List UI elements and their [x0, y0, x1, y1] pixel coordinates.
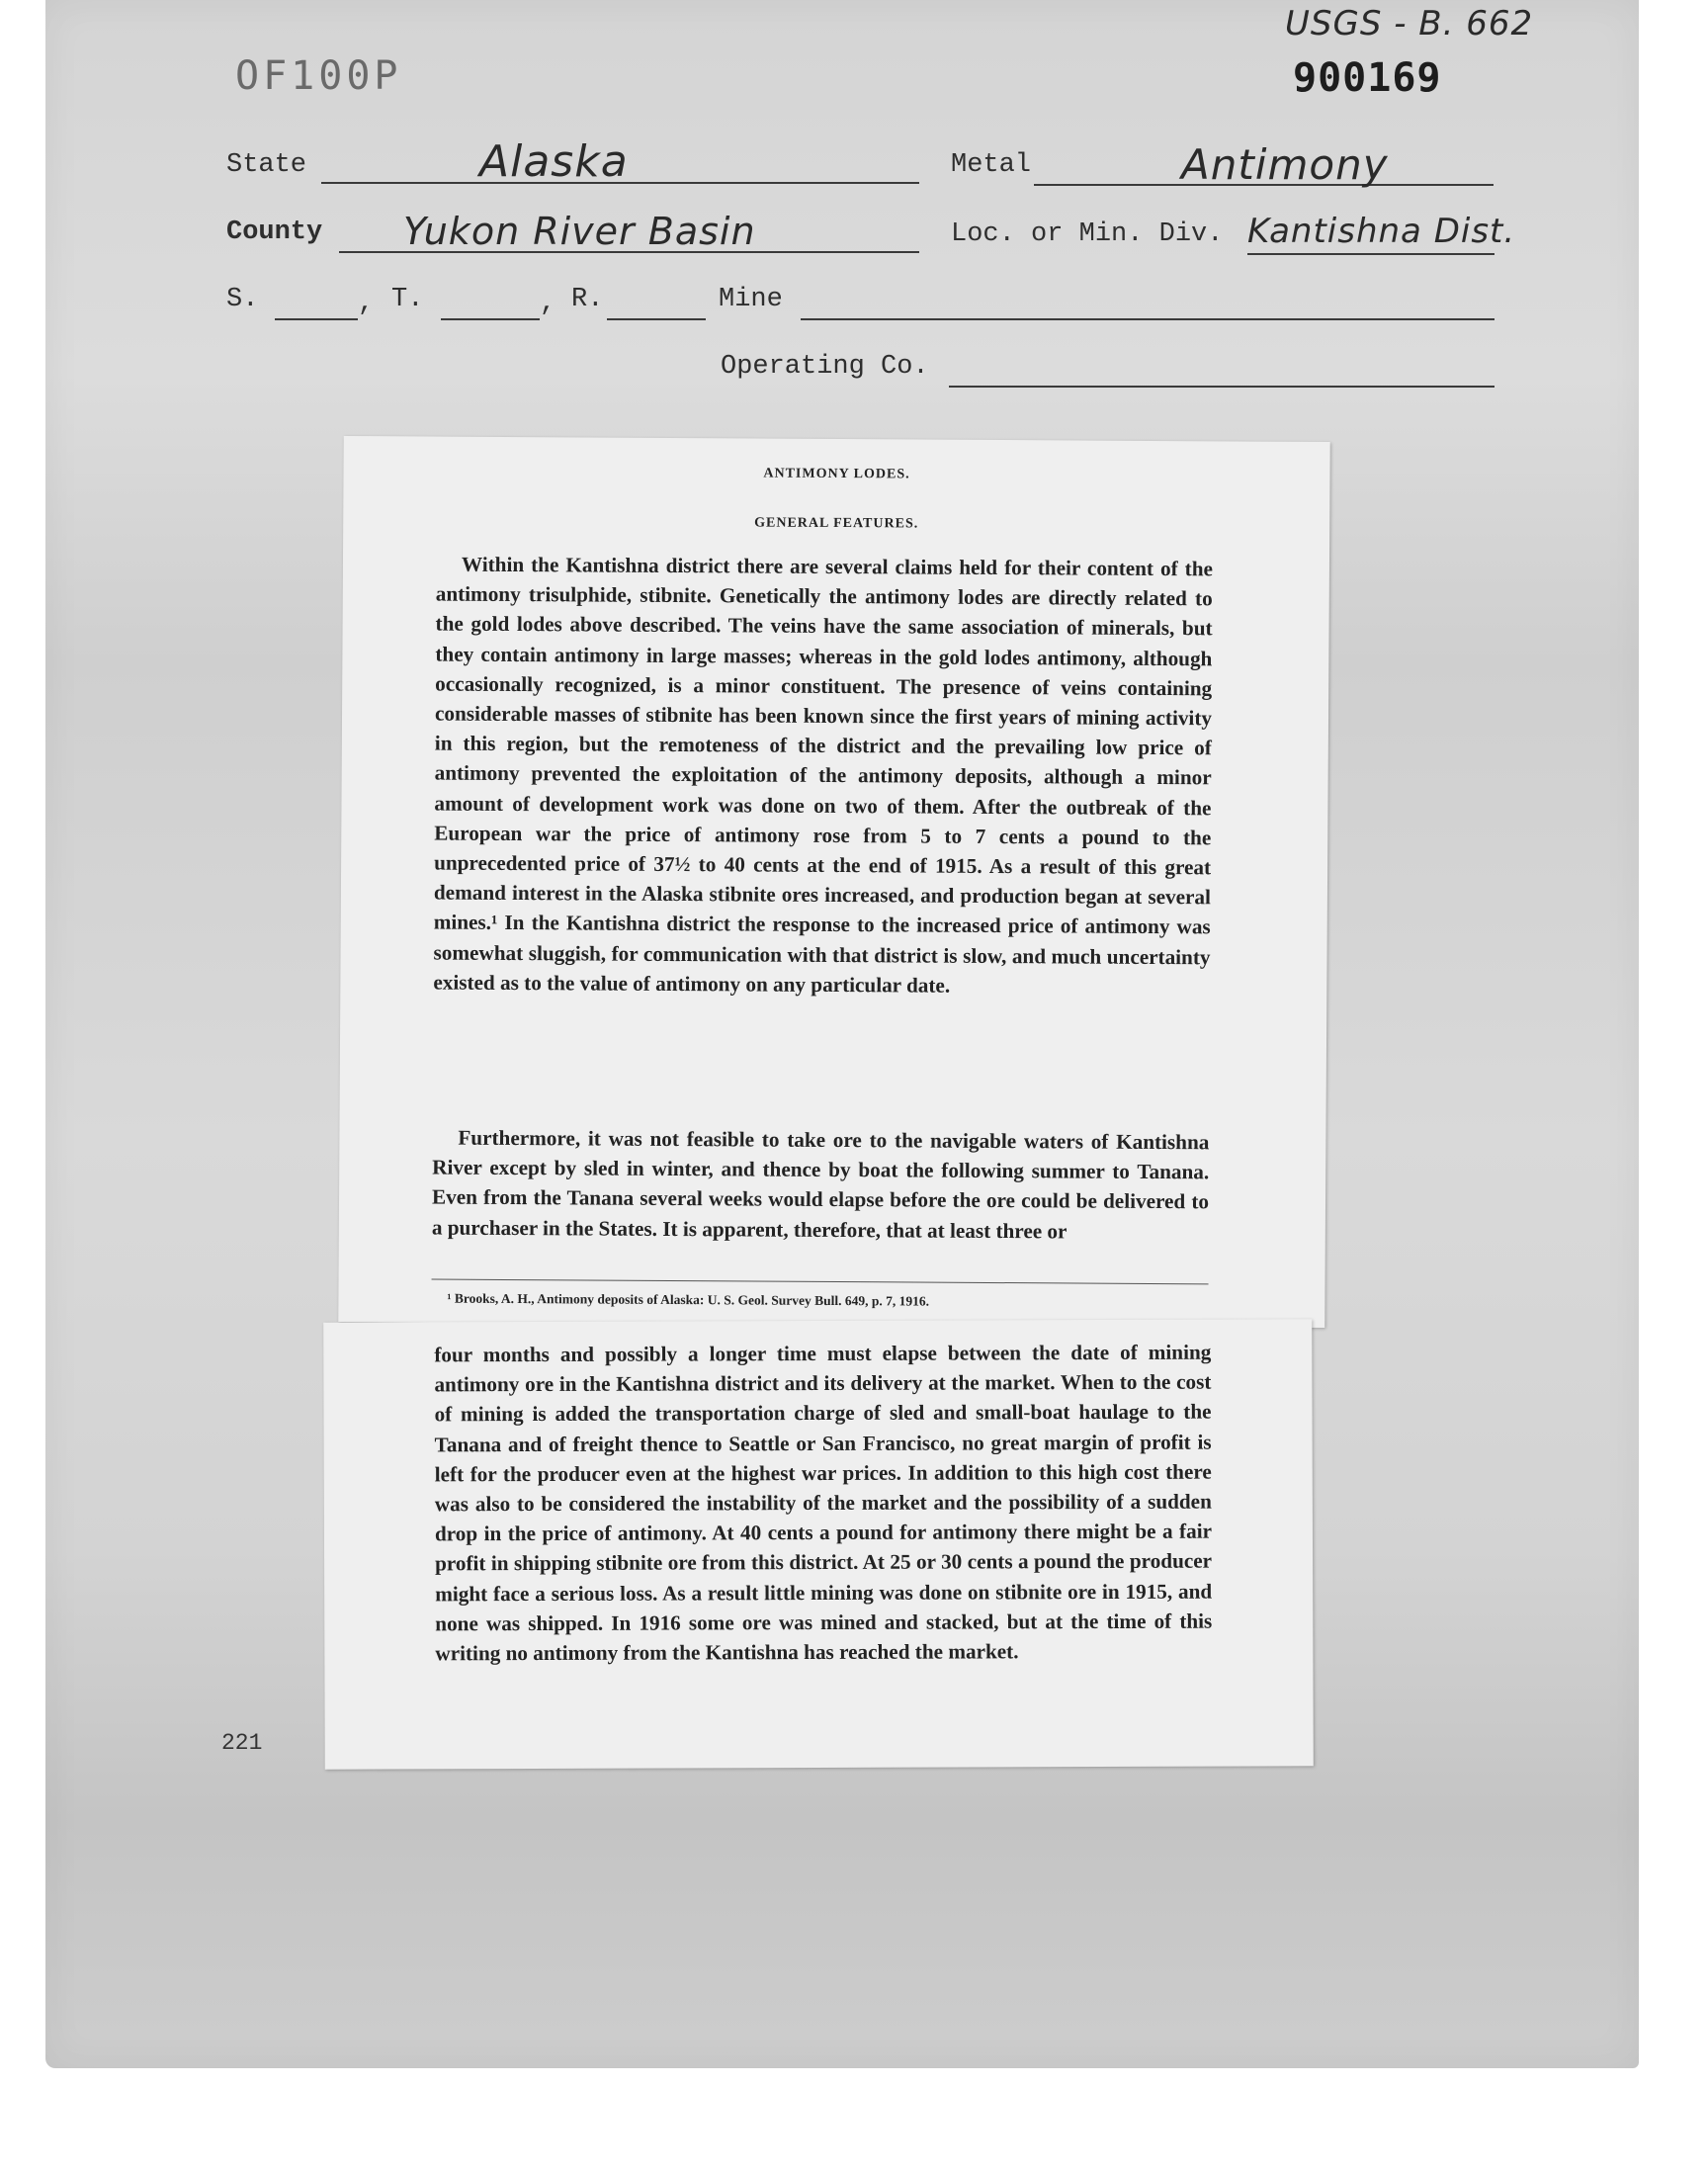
clipping-subheading: GENERAL FEATURES. — [754, 515, 919, 532]
state-label: State — [226, 150, 307, 180]
clipping-paragraph-2: Furthermore, it was not feasible to take ore to the navigable waters of Kantishna River except by sled in winter, and thence by boat the following summer to Tanana. Even from the Tanana several weeks would elapse before the ore could be delivered to a purchaser in the States. It is apparent, therefore, that at least three or — [431, 1125, 1210, 1244]
t-line — [441, 318, 540, 320]
s-line — [275, 318, 358, 320]
metal-label: Metal — [951, 150, 1032, 180]
stamp-top-left: OF100P — [235, 53, 402, 99]
state-value: Alaska — [479, 136, 629, 187]
page-number: 221 — [221, 1730, 263, 1756]
s-label: S. — [226, 285, 259, 314]
mine-line — [801, 318, 1494, 320]
metal-value: Antimony — [1181, 140, 1389, 189]
county-value: Yukon River Basin — [403, 210, 756, 253]
handwritten-reference: USGS - B. 662 — [1285, 4, 1534, 44]
loc-value: Kantishna Dist. — [1247, 212, 1516, 251]
footnote: ¹ Brooks, A. H., Antimony deposits of Alaska: U. S. Geol. Survey Bull. 649, p. 7, 1916. — [447, 1290, 930, 1309]
clipping-lower — [323, 1319, 1314, 1769]
clipping-paragraph-3: four months and possibly a longer time must elapse between the date of mining antimony ore in the Kantishna district and its delivery at the market. When to the cost of mining is added the transportation charge of sled and small-boat haulage to the Tanana and of freight thence to Seattle or San Francisco, no great margin of profit is left for the producer even at the highest war prices. In addition to this high cost there was also to be considered the instability of the market and the possibility of a sudden drop in the price of antimony. At 40 cents a pound for antimony there might be a fair profit in shipping stibnite ore from this district. At 25 or 30 cents a pound the producer might face a serious loss. As a result little mining was done on stibnite ore in 1915, and none was shipped. In 1916 some ore was mined and stacked, but at the time of this writing no antimony from the Kantishna has reached the market. — [434, 1340, 1213, 1666]
clipping-paragraph-1: Within the Kantishna district there are several claims held for their content of the antimony trisulphide, stibnite. Genetically the antimony lodes are directly related to the gold lodes above described. The veins have the same association of minerals, but they contain antimony in large masses; whereas in the gold lodes antimony, although occasionally recognized, is a minor constituent. The presence of veins containing considerable masses of stibnite has been known since the first years of mining activity in this region, but the remoteness of the district and the prevailing low price of antimony prevented the exploitation of the antimony deposits, although a minor amount of development work was done on two of them. After the outbreak of the European war the price of antimony rose from 5 to 7 cents a pound to the unprecedented price of 37½ to 40 cents at the end of 1915. As a result of this great demand interest in the Alaska stibnite ores increased, and production began at several mines.¹ In the Kantishna district the response to the increased price of antimony was somewhat sluggish, for communication with that district is slow, and much uncertainty existed as to the value of antimony on any particular date. — [433, 552, 1214, 998]
comma-1: , — [358, 289, 375, 318]
operating-line — [949, 386, 1494, 388]
footnote-rule — [432, 1279, 1209, 1285]
loc-label: Loc. or Min. Div. — [951, 219, 1224, 249]
operating-label: Operating Co. — [721, 352, 929, 382]
county-label: County — [226, 218, 323, 247]
r-line — [607, 318, 706, 320]
stamp-top-right: 900169 — [1293, 55, 1442, 101]
loc-line — [1247, 253, 1494, 255]
clipping-upper — [338, 436, 1329, 1328]
r-label: R. — [571, 285, 604, 314]
clipping-heading: ANTIMONY LODES. — [763, 466, 910, 482]
t-label: T. — [391, 285, 424, 314]
mine-label: Mine — [719, 285, 783, 314]
comma-2: , — [540, 289, 556, 318]
